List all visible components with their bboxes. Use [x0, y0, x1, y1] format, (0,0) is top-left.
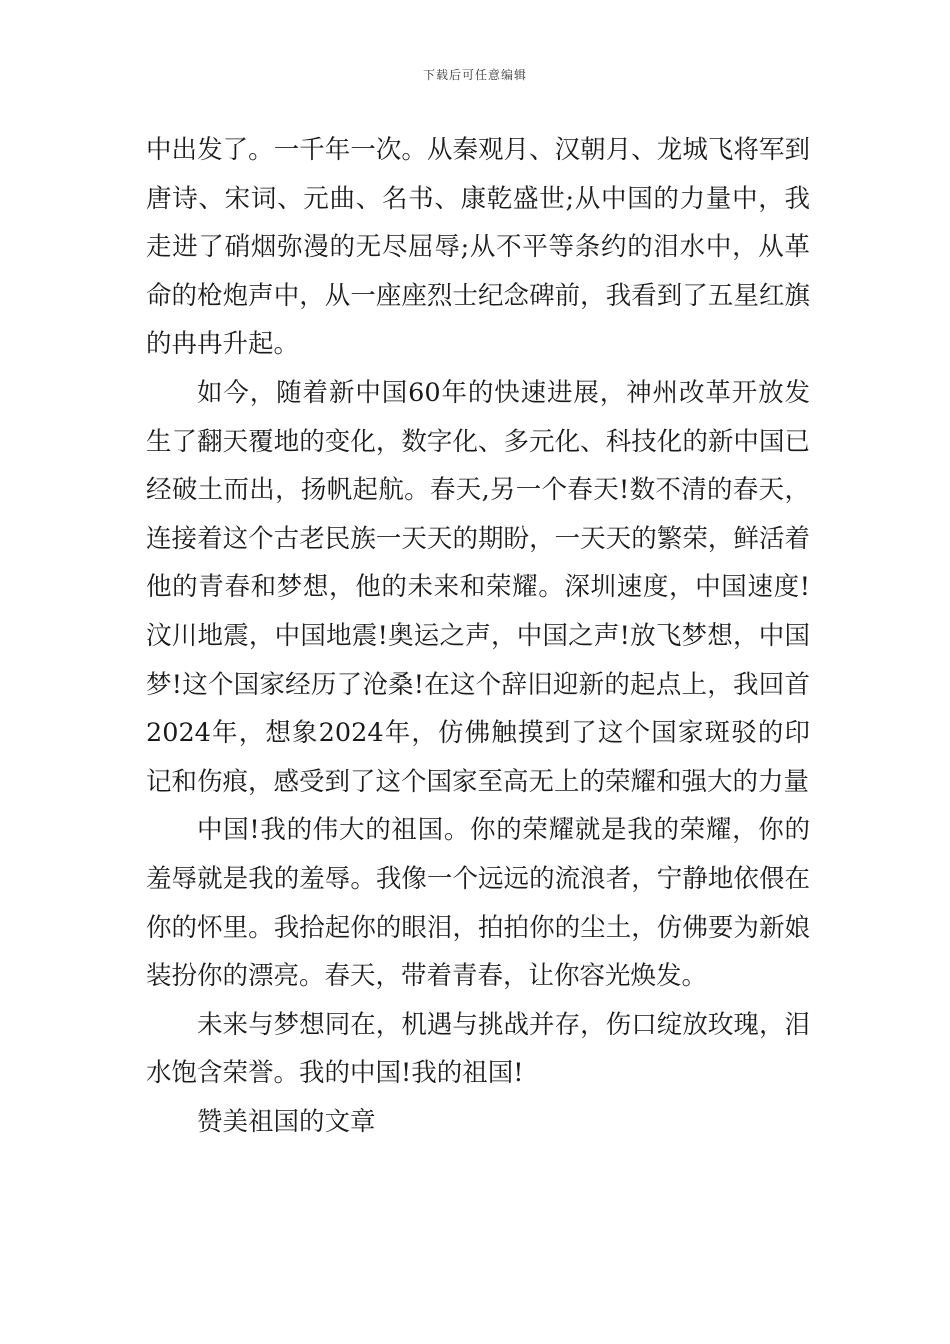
- page-header: 下载后可任意编辑: [422, 68, 527, 82]
- paragraph-great-motherland: 中国!我的伟大的祖国。你的荣耀就是我的荣耀，你的羞辱就是我的羞辱。我像一个远远的流浪者，宁静地依偎在你的怀里。我拾起你的眼泪，拍拍你的尘土，仿佛要为新娘装扮你的漂亮。春天，带着青春，让你容光焕发。: [146, 815, 810, 992]
- document-body: [146, 126, 810, 1146]
- paragraph-new-china: 如今，随着新中国60年的快速进展，神州改革开放发生了翻天覆地的变化，数字化、多元化、科技化的新中国已经破土而出，扬帆起航。春天,另一个春天!数不清的春天，连接着这个古老民族一天天的期盼，一天天的繁荣，鲜活着他的青春和梦想，他的未来和荣耀。深圳速度，中国速度!汶川地震，中国地震!奥运之声，中国之声!放飞梦想，中国梦!这个国家经历了沧桑!在这个辞旧迎新的起点上，我回首2024年，想象2024年，仿佛触摸到了这个国家斑驳的印记和伤痕，感受到了这个国家至高无上的荣耀和强大的力量: [146, 377, 810, 797]
- paragraph-future-dreams: 未来与梦想同在，机遇与挑战并存，伤口绽放玫瑰，泪水饱含荣誉。我的中国!我的祖国!: [146, 1009, 810, 1089]
- paragraph-continuation: 中出发了。一千年一次。从秦观月、汉朝月、龙城飞将军到唐诗、宋词、元曲、名书、康乾盛世;从中国的力量中，我走进了硝烟弥漫的无尽屈辱;从不平等条约的泪水中，从革命的枪炮声中，从一座座烈士纪念碑前，我看到了五星红旗的冉冉升起。: [146, 135, 810, 360]
- section-heading: 赞美祖国的文章: [197, 1106, 376, 1137]
